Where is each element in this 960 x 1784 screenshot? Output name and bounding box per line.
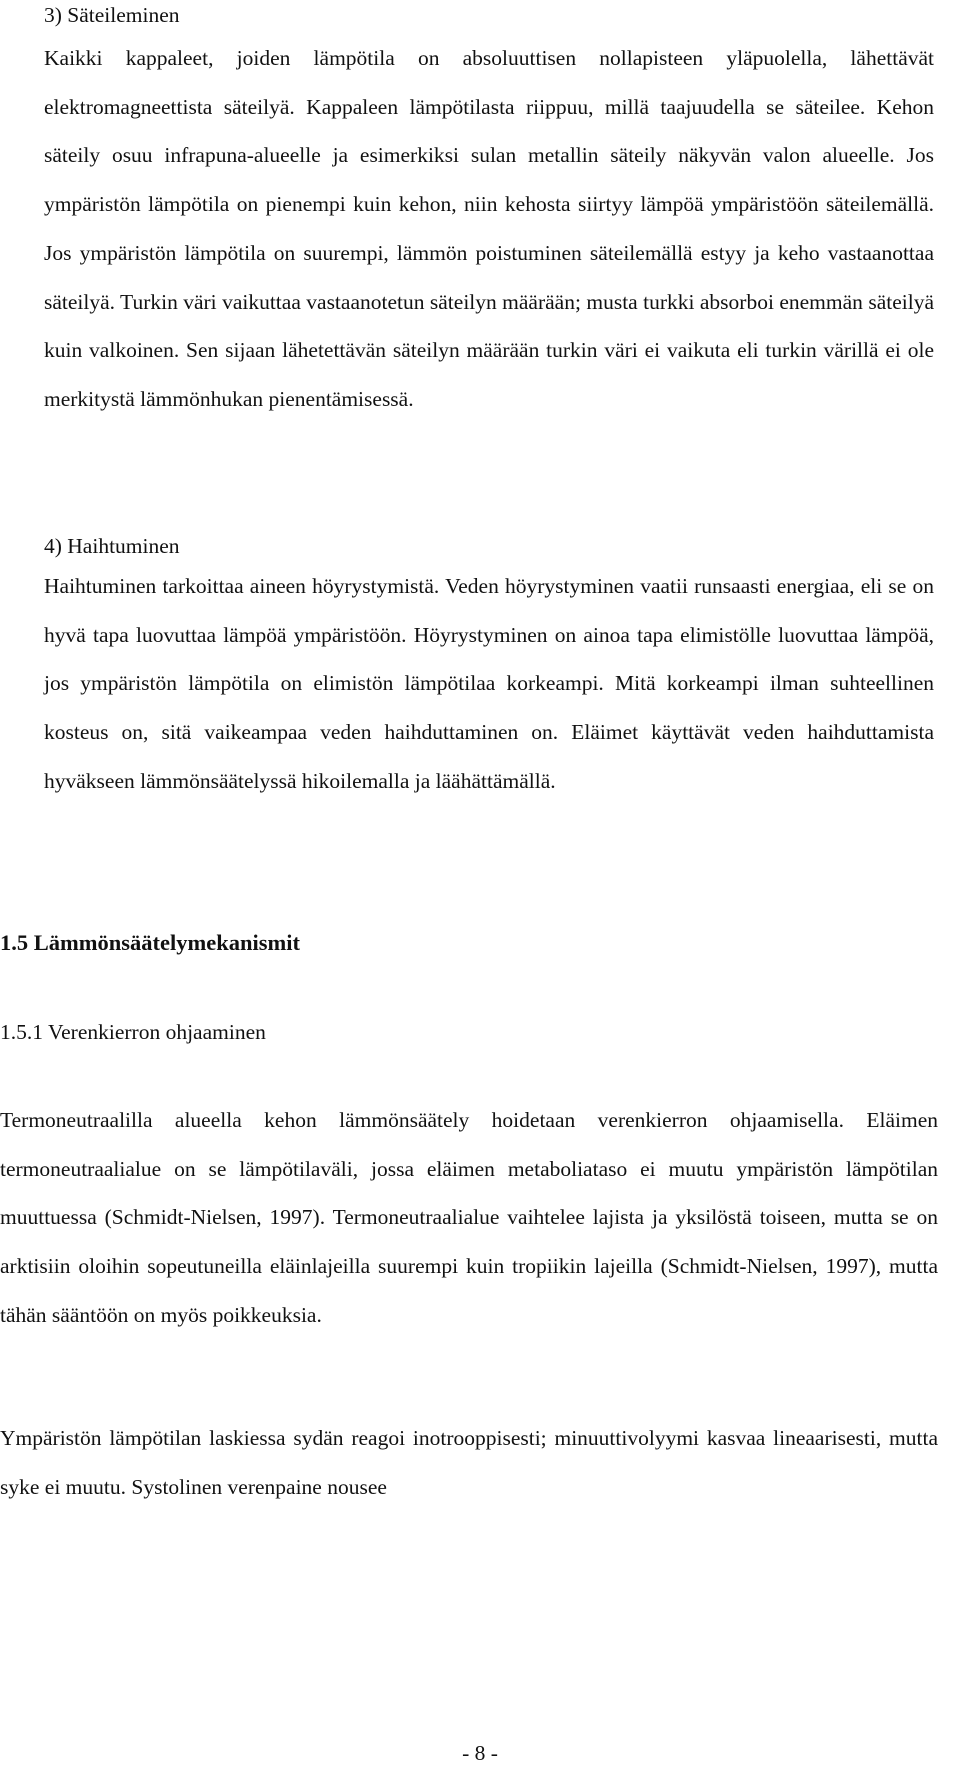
section-3-body: Kaikki kappaleet, joiden lämpötila on absoluuttisen nollapisteen yläpuolella, lähettävät elektromagneettista säteilyä. Kappaleen lämpötilasta riippuu, millä taajuudella se säteilee. Kehon säteily osuu infrapuna-alueelle ja esimerkiksi sulan metallin säteily näkyvän valon alueelle. Jos ympäristön lämpötila on pienempi kuin kehon, niin kehosta siirtyy lämpöä ympäristöön säteilemällä. Jos ympäristön lämpötila on suurempi, lämmön poistuminen säteilemällä estyy ja keho vastaanottaa säteilyä. Turkin väri vaikuttaa vastaanotetun säteilyn määrään; musta turkki absorboi enemmän säteilyä kuin valkoinen. Sen sijaan lähetettävän säteilyn määrään turkin väri ei vaikuta eli turkin värillä ei ole merkitystä lämmönhukan pienentämisessä. <box>44 46 934 411</box>
section-4-heading: 4) Haihtuminen <box>44 534 180 558</box>
subsection-paragraph-1: Termoneutraalilla alueella kehon lämmönsäätely hoidetaan verenkierron ohjaamisella. Eläimen termoneutraalialue on se lämpötilaväli, jossa eläimen metaboliataso ei muutu ympäristön lämpötilan muuttuessa (Schmidt-Nielsen, 1997). Termoneutraalialue vaihtelee lajista ja yksilöstä toiseen, mutta se on arktisiin oloihin sopeutuneilla eläinlajeilla suurempi kuin tropiikin lajeilla (Schmidt-Nielsen, 1997), mutta tähän sääntöön on myös poikkeuksia. <box>0 1108 938 1327</box>
chapter-heading: 1.5 Lämmönsäätelymekanismit <box>0 930 300 955</box>
subsection-heading: 1.5.1 Verenkierron ohjaaminen <box>0 1020 266 1044</box>
section-3-heading: 3) Säteileminen <box>44 3 180 27</box>
section-4-body: Haihtuminen tarkoittaa aineen höyrystymistä. Veden höyrystyminen vaatii runsaasti energiaa, eli se on hyvä tapa luovuttaa lämpöä ympäristöön. Höyrystyminen on ainoa tapa elimistölle luovuttaa lämpöä, jos ympäristön lämpötila on elimistön lämpötilaa korkeampi. Mitä korkeampi ilman suhteellinen kosteus on, sitä vaikeampaa veden haihduttaminen on. Eläimet käyttävät veden haihduttamista hyväkseen lämmönsäätelyssä hikoilemalla ja läähättämällä. <box>44 574 934 793</box>
page-number: - 8 - <box>462 1741 498 1765</box>
subsection-paragraph-2: Ympäristön lämpötilan laskiessa sydän reagoi inotrooppisesti; minuuttivolyymi kasvaa lineaarisesti, mutta syke ei muutu. Systolinen verenpaine nousee <box>0 1426 938 1499</box>
